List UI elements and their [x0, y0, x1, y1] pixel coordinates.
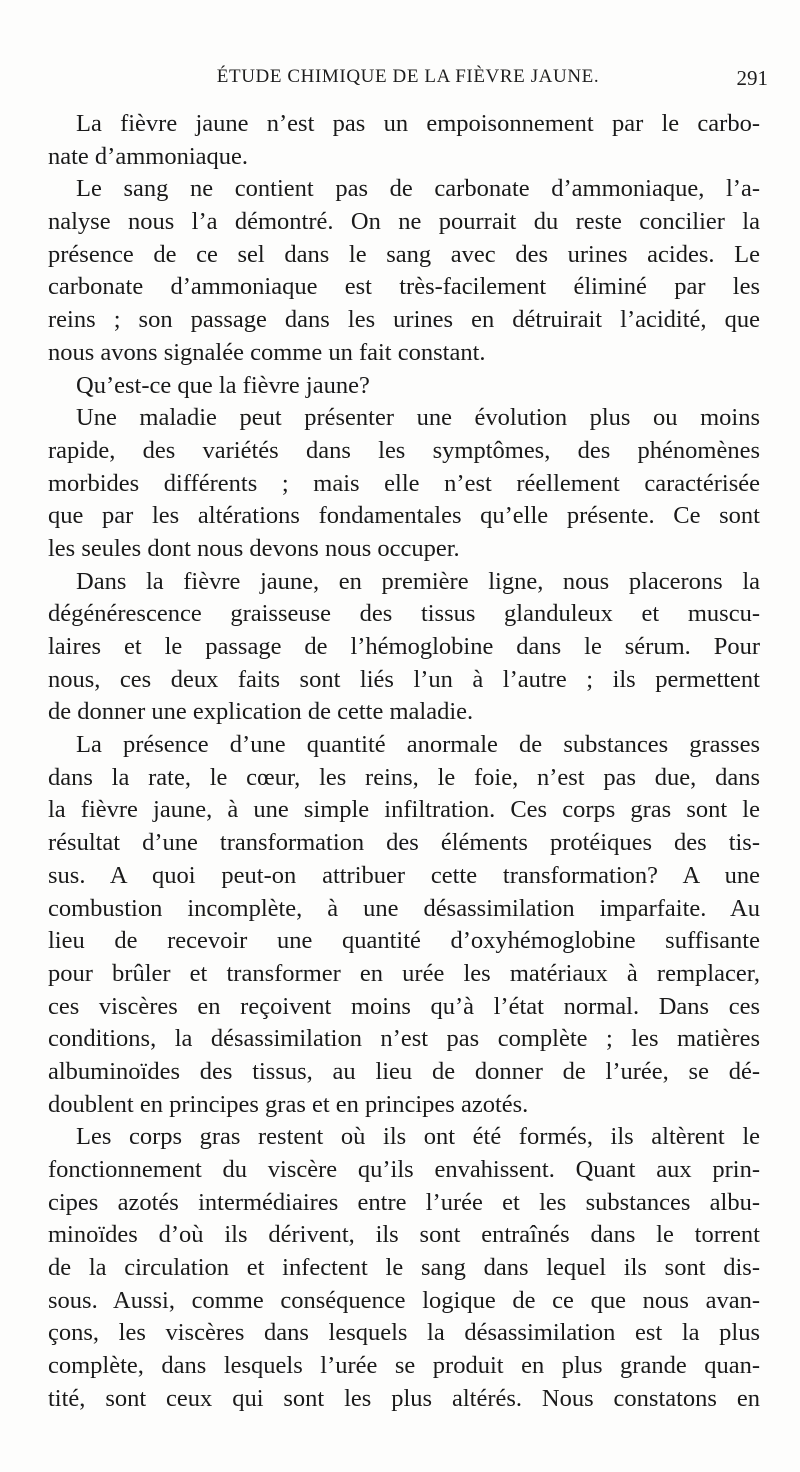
text-line: minoïdes d’où ils dérivent, ils sont entraînés dans le torrent	[48, 1221, 760, 1249]
body-text	[48, 108, 760, 1416]
text-line: présence de ce sel dans le sang avec des urines acides. Le	[48, 240, 760, 268]
text-line: sous. Aussi, comme conséquence logique de ce que nous avan-	[48, 1286, 760, 1314]
page-number: 291	[736, 66, 768, 90]
text-line: nous, ces deux faits sont liés l’un à l’autre ; ils permettent	[48, 665, 760, 693]
text-line: pour brûler et transformer en urée les matériaux à remplacer,	[48, 959, 760, 987]
text-line: combustion incomplète, à une désassimilation imparfaite. Au	[48, 894, 760, 922]
text-line: les seules dont nous devons nous occuper.	[48, 534, 460, 562]
text-line: Une maladie peut présenter une évolution plus ou moins	[76, 404, 760, 432]
text-line: conditions, la désassimilation n’est pas complète ; les matières	[48, 1025, 760, 1053]
running-title: ÉTUDE CHIMIQUE DE LA FIÈVRE JAUNE.	[216, 66, 600, 87]
text-line: lieu de recevoir une quantité d’oxyhémoglobine suffisante	[48, 927, 760, 955]
text-line: laires et le passage de l’hémoglobine dans le sérum. Pour	[48, 633, 760, 660]
running-head	[48, 66, 768, 96]
text-line: complète, dans lesquels l’urée se produit en plus grande quan-	[48, 1352, 760, 1380]
text-line: ces viscères en reçoivent moins qu’à l’état normal. Dans ces	[48, 992, 760, 1020]
text-line: de donner une explication de cette maladie.	[48, 698, 474, 726]
text-line: dégénérescence graisseuse des tissus glanduleux et muscu-	[48, 600, 760, 628]
text-line: doublent en principes gras et en principes azotés.	[48, 1090, 529, 1118]
paragraph	[48, 566, 760, 729]
text-line: Qu’est-ce que la fièvre jaune?	[76, 371, 370, 399]
text-line: La fièvre jaune n’est pas un empoisonnement par le carbo-	[76, 110, 760, 137]
text-line: nous avons signalée comme un fait constant.	[48, 338, 486, 366]
text-line: çons, les viscères dans lesquels la désassimilation est la plus	[48, 1319, 760, 1347]
text-line: résultat d’une transformation des éléments protéiques des tis-	[48, 829, 760, 857]
text-line: Dans la fièvre jaune, en première ligne, nous placerons la	[76, 567, 760, 595]
text-line: sus. A quoi peut-on attribuer cette transformation? A une	[48, 861, 760, 889]
text-line: dans la rate, le cœur, les reins, le foie, n’est pas due, dans	[48, 763, 760, 791]
paragraph	[48, 729, 760, 1121]
text-line: de la circulation et infectent le sang dans lequel ils sont dis-	[48, 1254, 760, 1282]
text-line: La présence d’une quantité anormale de substances grasses	[76, 731, 760, 759]
text-line: nalyse nous l’a démontré. On ne pourrait du reste concilier la	[48, 208, 760, 236]
text-line: carbonate d’ammoniaque est très-facilement éliminé par les	[48, 273, 760, 301]
text-line: morbides différents ; mais elle n’est réellement caractérisée	[48, 469, 760, 497]
text-line: cipes azotés intermédiaires entre l’urée et les substances albu-	[48, 1188, 760, 1216]
paragraph	[48, 370, 760, 403]
text-line: la fièvre jaune, à une simple infiltration. Ces corps gras sont le	[48, 796, 760, 824]
text-line: reins ; son passage dans les urines en détruirait l’acidité, que	[48, 306, 760, 334]
text-line: que par les altérations fondamentales qu’elle présente. Ce sont	[48, 502, 760, 530]
text-line: albuminoïdes des tissus, au lieu de donner de l’urée, se dé-	[48, 1057, 760, 1085]
text-line: Le sang ne contient pas de carbonate d’ammoniaque, l’a-	[76, 175, 760, 203]
text-line: Les corps gras restent où ils ont été formés, ils altèrent le	[76, 1123, 760, 1151]
paragraph	[48, 1121, 760, 1415]
paragraph	[48, 108, 760, 173]
paragraph	[48, 173, 760, 369]
text-line: fonctionnement du viscère qu’ils envahissent. Quant aux prin-	[48, 1156, 760, 1183]
text-line: rapide, des variétés dans les symptômes, des phénomènes	[48, 436, 760, 464]
text-line: nate d’ammoniaque.	[48, 142, 249, 170]
paragraph	[48, 402, 760, 565]
text-line: tité, sont ceux qui sont les plus altérés. Nous constatons en	[48, 1384, 760, 1412]
